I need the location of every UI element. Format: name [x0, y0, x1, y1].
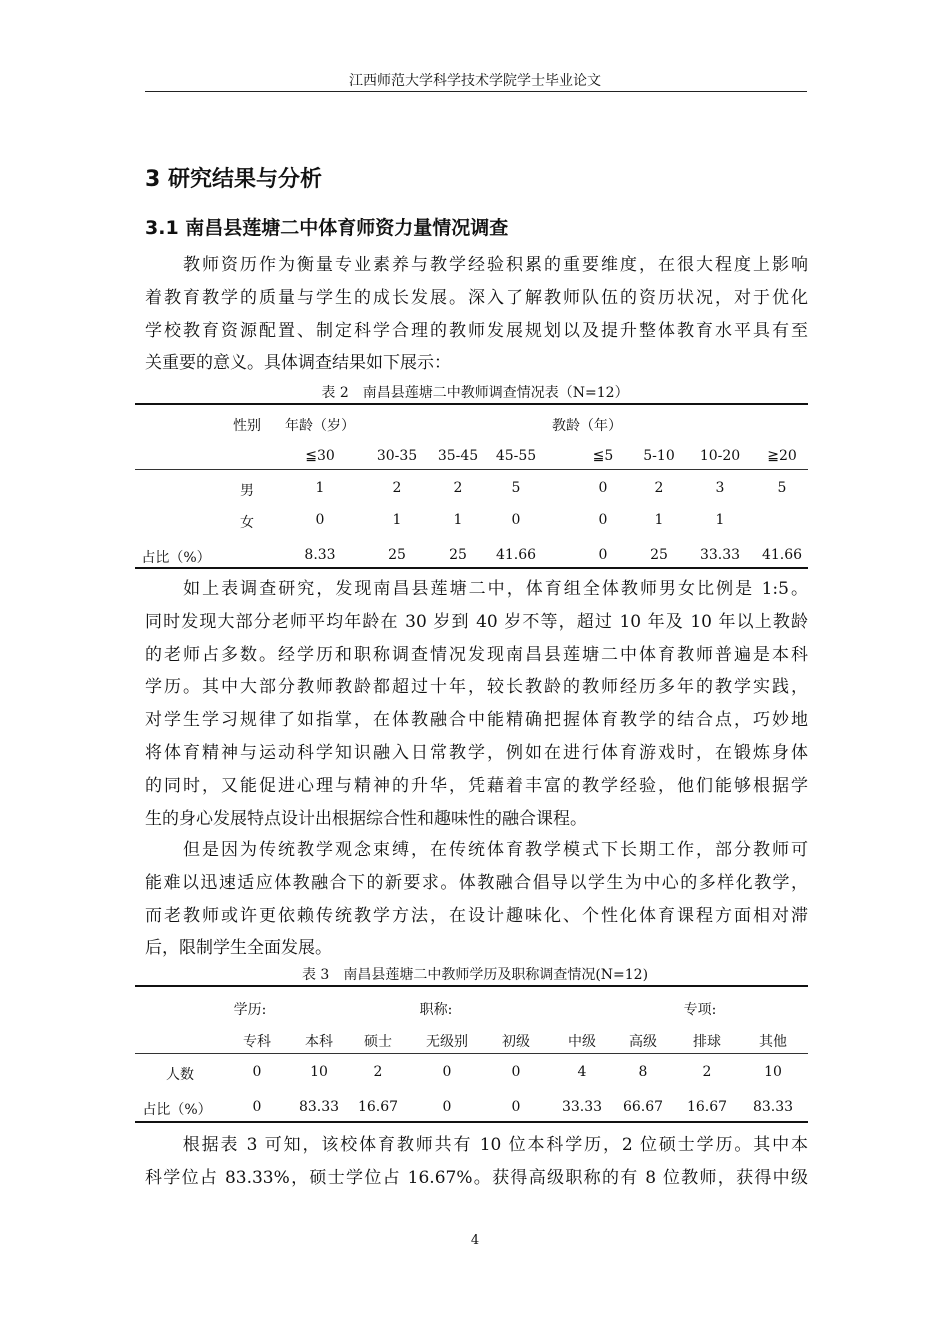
table-cell: 41.66 [495, 547, 537, 563]
table-cell: 5 [511, 480, 521, 496]
column-group-header: 专项: [683, 1002, 717, 1018]
table-bottom-rule [135, 1121, 808, 1123]
table-cell: 1 [392, 512, 402, 528]
text-line: 教师资历作为衡量专业素养与教学经验积累的重要维度，在很大程度上影响 [145, 255, 808, 275]
table-caption: 表 2 南昌县莲塘二中教师调查情况表（N=12） [321, 385, 629, 401]
table-cell: 8 [638, 1064, 648, 1080]
row-label: 女 [240, 515, 254, 531]
table-caption: 表 3 南昌县莲塘二中教师学历及职称调查情况(N=12) [301, 967, 649, 983]
table-cell: 8.33 [304, 547, 336, 563]
table-cell: 0 [252, 1099, 262, 1115]
column-subheader: 硕士 [364, 1034, 392, 1050]
column-subheader: 无级别 [426, 1034, 468, 1050]
table-cell: 16.67 [686, 1099, 728, 1115]
table-cell: 2 [373, 1064, 383, 1080]
text-line: 学校教育资源配置、制定科学合理的教师发展规划以及提升整体教育水平具有至 [145, 320, 808, 341]
table-cell: 33.33 [561, 1099, 603, 1115]
table-cell: 2 [392, 480, 402, 496]
table-cell: 0 [252, 1064, 262, 1080]
table-cell: 10 [310, 1064, 328, 1080]
running-header: 江西师范大学科学技术学院学士毕业论文 [349, 73, 601, 89]
column-subheader: 初级 [502, 1034, 530, 1050]
table-cell: 1 [315, 480, 325, 496]
table-cell: 16.67 [357, 1099, 399, 1115]
text-line: 而老教师或许更依赖传统教学方法，在设计趣味化、个性化体育课程方面相对滞 [145, 905, 808, 926]
text-line: 但是因为传统教学观念束缚，在传统体育教学模式下长期工作，部分教师可 [145, 840, 808, 860]
text-line: 对学生学习规律了如指掌，在体教融合中能精确把握体育教学的结合点，巧妙地 [145, 710, 808, 731]
table-cell: 83.33 [298, 1099, 340, 1115]
column-header: 教龄（年） [552, 418, 622, 434]
table-cell: 2 [702, 1064, 712, 1080]
column-subheader: 高级 [629, 1034, 657, 1050]
text-line: 能难以迅速适应体教融合下的新要求。体教融合倡导以学生为中心的多样化教学， [145, 872, 808, 893]
text-line: 同时发现大部分老师平均年龄在 30 岁到 40 岁不等，超过 10 年及 10 年以上教龄 [145, 611, 808, 632]
header-rule [145, 91, 807, 92]
column-subheader: ≦30 [305, 448, 335, 464]
page-number: 4 [470, 1233, 480, 1248]
table-cell: 25 [388, 547, 406, 563]
table-cell: 1 [654, 512, 664, 528]
table-cell: 2 [453, 480, 463, 496]
table-cell: 25 [449, 547, 467, 563]
column-subheader: ≦5 [592, 448, 614, 464]
table-cell: 41.66 [761, 547, 803, 563]
table-cell: 0 [598, 512, 608, 528]
table-cell: 0 [442, 1064, 452, 1080]
table-bottom-rule [135, 567, 808, 569]
text-line: 将体育精神与运动科学知识融入日常教学，例如在进行体育游戏时，在锻炼身体 [145, 743, 808, 763]
text-line: 学历。其中大部分教师教龄都超过十年，较长教龄的教师经历多年的教学实践， [145, 677, 808, 698]
table-mid-rule [135, 1053, 808, 1054]
table-mid-rule [135, 469, 808, 470]
table-cell: 5 [777, 480, 787, 496]
column-subheader: ≧20 [767, 448, 797, 464]
text-line: 着教育教学的质量与学生的成长发展。深入了解教师队伍的资历状况，对于优化 [145, 287, 808, 308]
row-label: 人数 [166, 1067, 194, 1083]
table-cell: 0 [511, 1099, 521, 1115]
table-top-rule [135, 403, 808, 405]
text-line: 的同时，又能促进心理与精神的升华，凭藉着丰富的教学经验，他们能够根据学 [145, 775, 808, 796]
table-cell: 25 [650, 547, 668, 563]
column-header: 年龄（岁） [285, 418, 355, 434]
text-line: 后，限制学生全面发展。 [145, 938, 332, 959]
text-line: 科学位占 83.33%，硕士学位占 16.67%。获得高级职称的有 8 位教师，获得中级 [145, 1167, 808, 1188]
table-cell: 1 [715, 512, 725, 528]
table-cell: 10 [764, 1064, 782, 1080]
table-cell: 0 [315, 512, 325, 528]
table-cell: 83.33 [752, 1099, 794, 1115]
text-line: 根据表 3 可知，该校体育教师共有 10 位本科学历，2 位硕士学历。其中本 [145, 1135, 808, 1155]
subsection-heading: 3.1 南昌县莲塘二中体育师资力量情况调查 [145, 217, 509, 239]
table-cell: 0 [598, 480, 608, 496]
row-label: 占比（%） [141, 550, 211, 566]
table-cell: 0 [442, 1099, 452, 1115]
row-label: 男 [240, 483, 254, 499]
column-subheader: 30-35 [376, 448, 418, 464]
column-subheader: 10-20 [699, 448, 741, 464]
text-line: 如上表调查研究，发现南昌县莲塘二中，体育组全体教师男女比例是 1:5。 [145, 579, 808, 599]
column-subheader: 5-10 [643, 448, 675, 464]
table-cell: 2 [654, 480, 664, 496]
table-cell: 0 [598, 547, 608, 563]
table-cell: 1 [453, 512, 463, 528]
column-subheader: 专科 [243, 1034, 271, 1050]
column-subheader: 中级 [568, 1034, 596, 1050]
table-top-rule [135, 985, 808, 987]
table-cell: 3 [715, 480, 725, 496]
row-label: 占比（%） [142, 1102, 212, 1118]
section-heading: 3 研究结果与分析 [145, 167, 322, 192]
text-line: 关重要的意义。具体调查结果如下展示： [145, 353, 451, 374]
column-subheader: 本科 [305, 1034, 333, 1050]
column-group-header: 职称: [419, 1002, 453, 1018]
table-cell: 4 [577, 1064, 587, 1080]
column-subheader: 45-55 [495, 448, 537, 464]
text-line: 生的身心发展特点设计出根据综合性和趣味性的融合课程。 [145, 808, 587, 829]
table-cell: 66.67 [622, 1099, 664, 1115]
column-subheader: 35-45 [437, 448, 479, 464]
table-cell: 0 [511, 512, 521, 528]
column-subheader: 排球 [693, 1034, 721, 1050]
column-header: 性别 [233, 418, 261, 434]
table-cell: 0 [511, 1064, 521, 1080]
table-cell: 33.33 [699, 547, 741, 563]
column-group-header: 学历: [233, 1002, 267, 1018]
text-line: 的老师占多数。经学历和职称调查情况发现南昌县莲塘二中体育教师普遍是本科 [145, 644, 808, 665]
column-subheader: 其他 [759, 1034, 787, 1050]
